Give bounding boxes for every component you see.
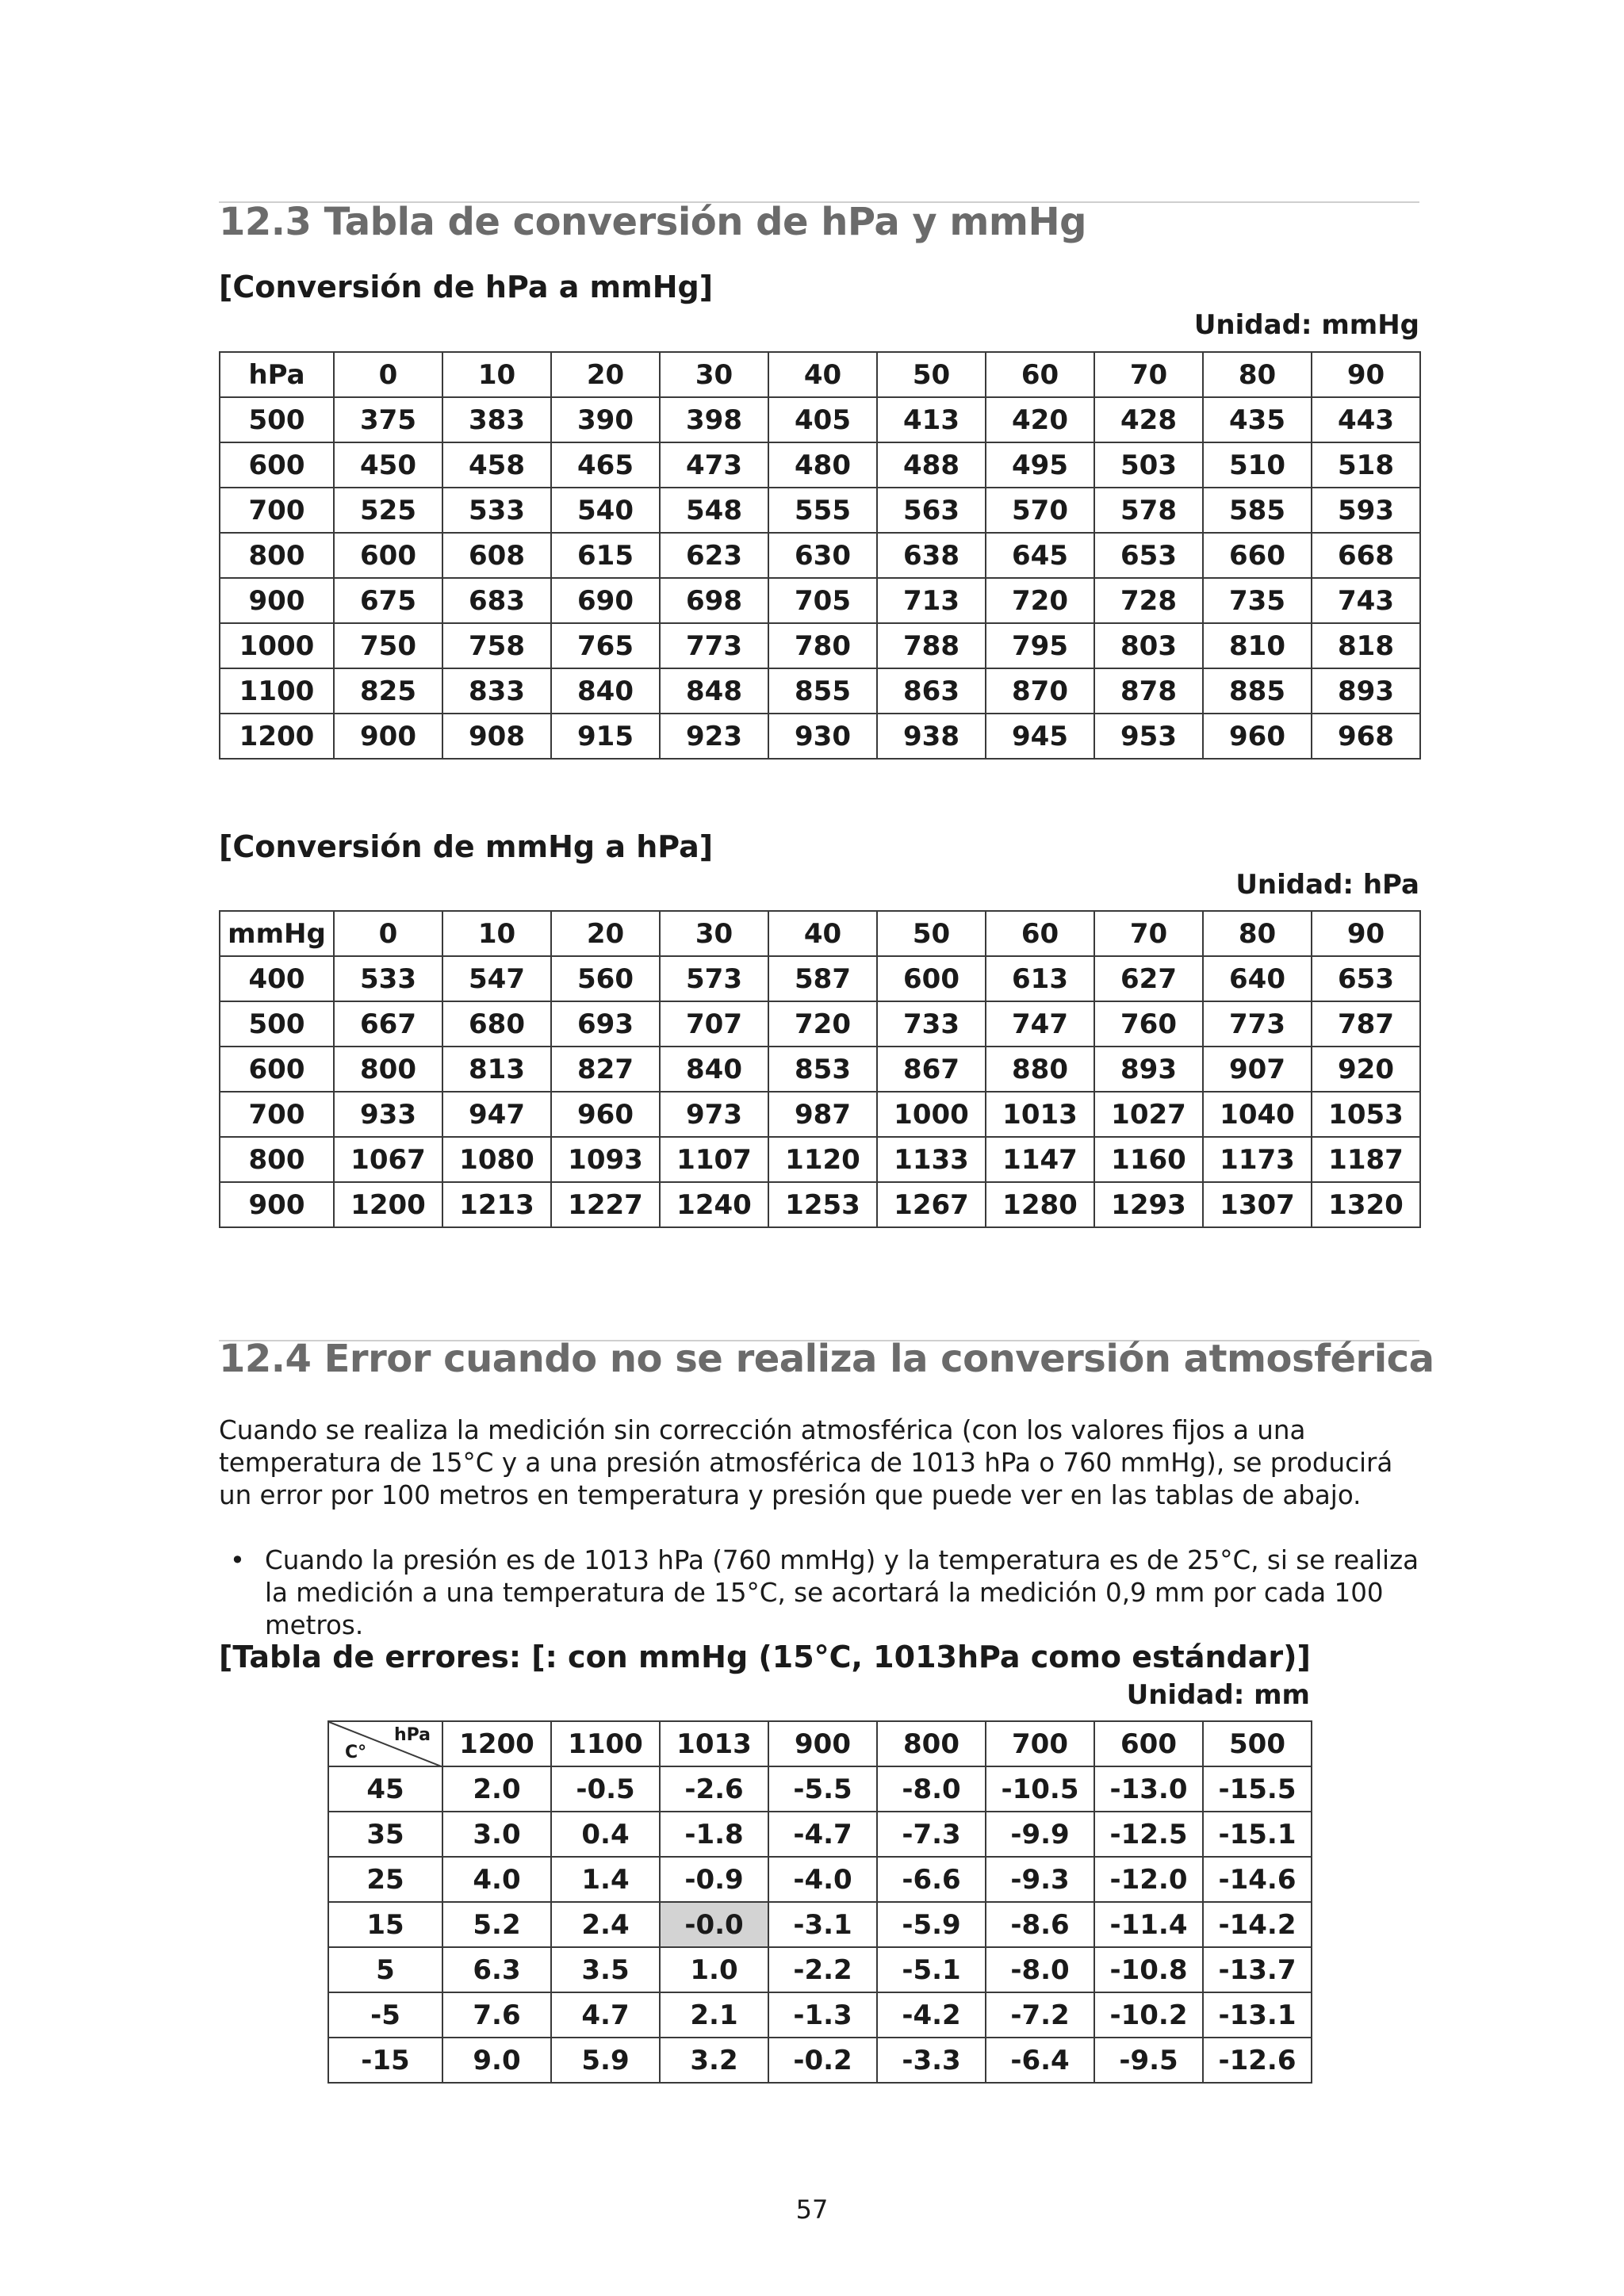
table-cell: -12.5 [1094, 1812, 1203, 1857]
table-cell: 947 [442, 1092, 551, 1137]
table-cell: -4.7 [768, 1812, 877, 1857]
table-cell: 938 [877, 714, 986, 759]
highlighted-standard-cell: -0.0 [660, 1902, 768, 1947]
table-row [328, 1947, 1312, 1992]
table-cell: 4.7 [551, 1992, 660, 2038]
table-cell: -4.0 [768, 1857, 877, 1902]
table-cell: 5.2 [442, 1902, 551, 1947]
corner-label-celsius: C° [345, 1743, 367, 1762]
table-cell: 638 [877, 533, 986, 578]
table-cell: -4.2 [877, 1992, 986, 2038]
table-cell: -0.5 [551, 1766, 660, 1812]
column-header-cell: 10 [442, 352, 551, 397]
table-row [328, 1857, 1312, 1902]
table-cell: 788 [877, 623, 986, 668]
table-cell: 435 [1203, 397, 1312, 442]
table-cell: 383 [442, 397, 551, 442]
table-cell: 473 [660, 442, 768, 488]
table-cell: 765 [551, 623, 660, 668]
table-cell: -2.2 [768, 1947, 877, 1992]
row-header-cell: 1200 [220, 714, 334, 759]
table-cell: -5.9 [877, 1902, 986, 1947]
table-cell: 398 [660, 397, 768, 442]
table-cell: 503 [1094, 442, 1203, 488]
table-cell: 758 [442, 623, 551, 668]
column-header-cell: 0 [334, 352, 442, 397]
table-cell: 405 [768, 397, 877, 442]
table-cell: 1200 [334, 1182, 442, 1227]
table-cell: 555 [768, 488, 877, 533]
table-cell: 653 [1094, 533, 1203, 578]
column-header-cell: 70 [1094, 911, 1203, 956]
table-cell: 0.4 [551, 1812, 660, 1857]
table-cell: 960 [1203, 714, 1312, 759]
corner-header-cell: mmHg [220, 911, 334, 956]
table-row [220, 442, 1420, 488]
table-cell: 803 [1094, 623, 1203, 668]
table-cell: 510 [1203, 442, 1312, 488]
table-cell: 6.3 [442, 1947, 551, 1992]
table-header-row [328, 1721, 1312, 1766]
table-cell: 4.0 [442, 1857, 551, 1902]
table-cell: 720 [768, 1001, 877, 1047]
row-header-cell: 15 [328, 1902, 442, 1947]
table-cell: -3.3 [877, 2038, 986, 2083]
table-cell: 827 [551, 1047, 660, 1092]
column-header-cell: 80 [1203, 911, 1312, 956]
subsection-title-error-table: [Tabla de errores: [: con mmHg (15°C, 1013hPa como estándar)] [219, 1640, 1311, 1674]
table-cell: -3.1 [768, 1902, 877, 1947]
table-cell: 390 [551, 397, 660, 442]
table-cell: 787 [1312, 1001, 1420, 1047]
unit-label-mm: Unidad: mm [1126, 1679, 1310, 1711]
table-cell: -9.9 [986, 1812, 1094, 1857]
table-cell: 495 [986, 442, 1094, 488]
table-cell: 855 [768, 668, 877, 714]
table-cell: 1107 [660, 1137, 768, 1182]
table-cell: 375 [334, 397, 442, 442]
table-cell: -11.4 [1094, 1902, 1203, 1947]
table-cell: 900 [334, 714, 442, 759]
column-header-cell: 90 [1312, 911, 1420, 956]
row-header-cell: 900 [220, 1182, 334, 1227]
table-cell: -9.3 [986, 1857, 1094, 1902]
table-cell: 825 [334, 668, 442, 714]
column-header-cell: 30 [660, 911, 768, 956]
table-cell: 1027 [1094, 1092, 1203, 1137]
table-cell: 840 [551, 668, 660, 714]
table-cell: -8.0 [877, 1766, 986, 1812]
table-cell: 2.0 [442, 1766, 551, 1812]
row-header-cell: 600 [220, 442, 334, 488]
table-cell: 547 [442, 956, 551, 1001]
column-header-cell: 50 [877, 352, 986, 397]
table-cell: 773 [660, 623, 768, 668]
table-cell: 863 [877, 668, 986, 714]
table-cell: 893 [1094, 1047, 1203, 1092]
table-row [220, 533, 1420, 578]
table-cell: 960 [551, 1092, 660, 1137]
table-cell: -0.9 [660, 1857, 768, 1902]
table-cell: 560 [551, 956, 660, 1001]
table-cell: -2.6 [660, 1766, 768, 1812]
table-cell: 613 [986, 956, 1094, 1001]
table-cell: 930 [768, 714, 877, 759]
table-cell: 690 [551, 578, 660, 623]
subsection-title-hpa-to-mmhg: [Conversión de hPa a mmHg] [219, 270, 714, 304]
table-cell: -12.6 [1203, 2038, 1312, 2083]
table-cell: 833 [442, 668, 551, 714]
table-cell: 933 [334, 1092, 442, 1137]
row-header-cell: 700 [220, 488, 334, 533]
table-cell: 2.4 [551, 1902, 660, 1947]
table-cell: 810 [1203, 623, 1312, 668]
table-cell: 1040 [1203, 1092, 1312, 1137]
table-cell: 973 [660, 1092, 768, 1137]
table-cell: -6.4 [986, 2038, 1094, 2083]
table-row [220, 956, 1420, 1001]
table-cell: 713 [877, 578, 986, 623]
table-cell: 1080 [442, 1137, 551, 1182]
row-header-cell: 400 [220, 956, 334, 1001]
row-header-cell: 25 [328, 1857, 442, 1902]
table-cell: 915 [551, 714, 660, 759]
table-cell: -8.0 [986, 1947, 1094, 1992]
table-cell: -14.2 [1203, 1902, 1312, 1947]
table-cell: -10.2 [1094, 1992, 1203, 2038]
table-cell: 3.2 [660, 2038, 768, 2083]
table-row [328, 1902, 1312, 1947]
table-cell: 945 [986, 714, 1094, 759]
table-cell: 593 [1312, 488, 1420, 533]
table-cell: 653 [1312, 956, 1420, 1001]
row-header-cell: 600 [220, 1047, 334, 1092]
table-row [220, 623, 1420, 668]
table-cell: 920 [1312, 1047, 1420, 1092]
table-cell: 987 [768, 1092, 877, 1137]
row-header-cell: 1100 [220, 668, 334, 714]
table-cell: -15.1 [1203, 1812, 1312, 1857]
table-cell: 660 [1203, 533, 1312, 578]
table-cell: 908 [442, 714, 551, 759]
table-cell: 1253 [768, 1182, 877, 1227]
section-title-12-4: 12.4 Error cuando no se realiza la conversión atmosférica [219, 1337, 1434, 1381]
column-header-cell: 40 [768, 352, 877, 397]
column-header-cell: 70 [1094, 352, 1203, 397]
table-cell: 1053 [1312, 1092, 1420, 1137]
table-cell: 7.6 [442, 1992, 551, 2038]
table-cell: 9.0 [442, 2038, 551, 2083]
table-cell: 735 [1203, 578, 1312, 623]
column-header-cell: 80 [1203, 352, 1312, 397]
table-cell: 780 [768, 623, 877, 668]
table-cell: -15.5 [1203, 1766, 1312, 1812]
table-cell: 1280 [986, 1182, 1094, 1227]
table-cell: 1120 [768, 1137, 877, 1182]
row-header-cell: 5 [328, 1947, 442, 1992]
table-cell: 750 [334, 623, 442, 668]
table-cell: 5.9 [551, 2038, 660, 2083]
table-cell: 3.5 [551, 1947, 660, 1992]
table-cell: -9.5 [1094, 2038, 1203, 2083]
table-cell: 428 [1094, 397, 1203, 442]
table-cell: 1187 [1312, 1137, 1420, 1182]
table-cell: 848 [660, 668, 768, 714]
row-header-cell: 700 [220, 1092, 334, 1137]
table-cell: 693 [551, 1001, 660, 1047]
table-cell: 518 [1312, 442, 1420, 488]
table-cell: 450 [334, 442, 442, 488]
table-row [220, 668, 1420, 714]
table-cell: -5.5 [768, 1766, 877, 1812]
unit-label-mmhg: Unidad: mmHg [1193, 309, 1419, 341]
table-cell: 668 [1312, 533, 1420, 578]
column-header-cell: 20 [551, 911, 660, 956]
row-header-cell: 35 [328, 1812, 442, 1857]
column-header-cell: 1100 [551, 1721, 660, 1766]
table-cell: 698 [660, 578, 768, 623]
table-cell: -1.3 [768, 1992, 877, 2038]
table-cell: -10.8 [1094, 1947, 1203, 1992]
error-table [327, 1720, 1312, 2084]
table-cell: 1133 [877, 1137, 986, 1182]
table-row [220, 1137, 1420, 1182]
table-cell: 480 [768, 442, 877, 488]
table-cell: 813 [442, 1047, 551, 1092]
table-cell: 800 [334, 1047, 442, 1092]
row-header-cell: 800 [220, 533, 334, 578]
table-cell: 1093 [551, 1137, 660, 1182]
table-cell: 683 [442, 578, 551, 623]
table-cell: 563 [877, 488, 986, 533]
table-cell: 743 [1312, 578, 1420, 623]
column-header-cell: 500 [1203, 1721, 1312, 1766]
table-cell: 630 [768, 533, 877, 578]
table-cell: 570 [986, 488, 1094, 533]
table-cell: 907 [1203, 1047, 1312, 1092]
table-cell: -7.2 [986, 1992, 1094, 2038]
column-header-cell: 900 [768, 1721, 877, 1766]
table-cell: 953 [1094, 714, 1203, 759]
column-header-cell: 50 [877, 911, 986, 956]
table-cell: 893 [1312, 668, 1420, 714]
page-number: 57 [795, 2195, 829, 2225]
column-header-cell: 10 [442, 911, 551, 956]
table-cell: 1160 [1094, 1137, 1203, 1182]
table-cell: 548 [660, 488, 768, 533]
table-cell: 968 [1312, 714, 1420, 759]
table-cell: -10.5 [986, 1766, 1094, 1812]
table-row [220, 578, 1420, 623]
corner-label-hpa: hPa [393, 1725, 431, 1745]
table-cell: 878 [1094, 668, 1203, 714]
row-header-cell: 45 [328, 1766, 442, 1812]
table-row [328, 2038, 1312, 2083]
table-cell: 747 [986, 1001, 1094, 1047]
table-cell: -13.1 [1203, 1992, 1312, 2038]
table-cell: 870 [986, 668, 1094, 714]
row-header-cell: 800 [220, 1137, 334, 1182]
table-row [328, 1766, 1312, 1812]
table-cell: 1213 [442, 1182, 551, 1227]
table-cell: 853 [768, 1047, 877, 1092]
intro-paragraph: Cuando se realiza la medición sin corrección atmosférica (con los valores fijos a una temperatura de 15°C y a una presión atmosférica de 1013 hPa o 760 mmHg), se producirá un error por 100 metros en temperatura y presión que puede ver en las tablas de abajo. [219, 1415, 1393, 1510]
subsection-title-mmhg-to-hpa: [Conversión de mmHg a hPa] [219, 829, 714, 864]
table-cell: 760 [1094, 1001, 1203, 1047]
table-cell: 1.0 [660, 1947, 768, 1992]
table-cell: 1293 [1094, 1182, 1203, 1227]
column-header-cell: 30 [660, 352, 768, 397]
table-cell: 587 [768, 956, 877, 1001]
row-header-cell: 500 [220, 397, 334, 442]
column-header-cell: 0 [334, 911, 442, 956]
column-header-cell: 90 [1312, 352, 1420, 397]
table-cell: 2.1 [660, 1992, 768, 2038]
section-title-12-3: 12.3 Tabla de conversión de hPa y mmHg [219, 200, 1086, 244]
unit-label-hpa: Unidad: hPa [1235, 869, 1419, 901]
column-header-cell: 1013 [660, 1721, 768, 1766]
diagonal-corner-cell [328, 1721, 442, 1766]
table-cell: 540 [551, 488, 660, 533]
table-cell: 645 [986, 533, 1094, 578]
table-cell: 623 [660, 533, 768, 578]
hpa-to-mmhg-table [219, 351, 1421, 760]
table-cell: -14.6 [1203, 1857, 1312, 1902]
corner-header-cell: hPa [220, 352, 334, 397]
table-cell: 1173 [1203, 1137, 1312, 1182]
table-cell: 1307 [1203, 1182, 1312, 1227]
column-header-cell: 1200 [442, 1721, 551, 1766]
table-cell: 728 [1094, 578, 1203, 623]
table-cell: 1013 [986, 1092, 1094, 1137]
table-cell: 1.4 [551, 1857, 660, 1902]
table-cell: 578 [1094, 488, 1203, 533]
table-cell: 443 [1312, 397, 1420, 442]
table-cell: -7.3 [877, 1812, 986, 1857]
table-header-row [220, 911, 1420, 956]
table-cell: 615 [551, 533, 660, 578]
table-row [220, 1092, 1420, 1137]
row-header-cell: 1000 [220, 623, 334, 668]
table-cell: 585 [1203, 488, 1312, 533]
table-cell: 420 [986, 397, 1094, 442]
column-header-cell: 700 [986, 1721, 1094, 1766]
table-cell: 720 [986, 578, 1094, 623]
table-cell: -0.2 [768, 2038, 877, 2083]
table-row [220, 714, 1420, 759]
column-header-cell: 40 [768, 911, 877, 956]
table-cell: 640 [1203, 956, 1312, 1001]
table-cell: 458 [442, 442, 551, 488]
table-cell: -12.0 [1094, 1857, 1203, 1902]
table-cell: 880 [986, 1047, 1094, 1092]
bullet-icon: • [230, 1545, 245, 1575]
table-row [328, 1812, 1312, 1857]
column-header-cell: 600 [1094, 1721, 1203, 1766]
table-cell: 705 [768, 578, 877, 623]
table-cell: 608 [442, 533, 551, 578]
table-cell: -8.6 [986, 1902, 1094, 1947]
row-header-cell: 900 [220, 578, 334, 623]
table-cell: 707 [660, 1001, 768, 1047]
table-cell: 533 [334, 956, 442, 1001]
table-cell: 818 [1312, 623, 1420, 668]
table-cell: 840 [660, 1047, 768, 1092]
table-cell: -6.6 [877, 1857, 986, 1902]
table-cell: 867 [877, 1047, 986, 1092]
table-cell: 488 [877, 442, 986, 488]
column-header-cell: 60 [986, 911, 1094, 956]
table-cell: 1320 [1312, 1182, 1420, 1227]
table-cell: 465 [551, 442, 660, 488]
column-header-cell: 20 [551, 352, 660, 397]
table-cell: -13.7 [1203, 1947, 1312, 1992]
column-header-cell: 60 [986, 352, 1094, 397]
table-cell: 733 [877, 1001, 986, 1047]
bullet-text: Cuando la presión es de 1013 hPa (760 mmHg) y la temperatura es de 25°C, si se realiza la medición a una temperatura de 15°C, se acortará la medición 0,9 mm por cada 100 metros. [265, 1545, 1419, 1640]
table-cell: 1000 [877, 1092, 986, 1137]
table-cell: 1067 [334, 1137, 442, 1182]
table-cell: 667 [334, 1001, 442, 1047]
table-cell: 1240 [660, 1182, 768, 1227]
table-cell: -1.8 [660, 1812, 768, 1857]
table-cell: 885 [1203, 668, 1312, 714]
table-cell: 3.0 [442, 1812, 551, 1857]
table-cell: -5.1 [877, 1947, 986, 1992]
table-cell: 1147 [986, 1137, 1094, 1182]
row-header-cell: -15 [328, 2038, 442, 2083]
table-row [220, 488, 1420, 533]
table-cell: 795 [986, 623, 1094, 668]
table-cell: 533 [442, 488, 551, 533]
table-row [220, 1047, 1420, 1092]
table-cell: 600 [877, 956, 986, 1001]
row-header-cell: 500 [220, 1001, 334, 1047]
table-cell: 773 [1203, 1001, 1312, 1047]
table-row [328, 1992, 1312, 2038]
row-header-cell: -5 [328, 1992, 442, 2038]
table-cell: 1267 [877, 1182, 986, 1227]
table-cell: 627 [1094, 956, 1203, 1001]
table-cell: 573 [660, 956, 768, 1001]
table-cell: 680 [442, 1001, 551, 1047]
table-cell: 675 [334, 578, 442, 623]
table-cell: 525 [334, 488, 442, 533]
table-cell: 1227 [551, 1182, 660, 1227]
table-row [220, 397, 1420, 442]
table-cell: 413 [877, 397, 986, 442]
table-cell: 600 [334, 533, 442, 578]
table-row [220, 1001, 1420, 1047]
table-header-row [220, 352, 1420, 397]
table-cell: -13.0 [1094, 1766, 1203, 1812]
column-header-cell: 800 [877, 1721, 986, 1766]
table-row [220, 1182, 1420, 1227]
table-cell: 923 [660, 714, 768, 759]
mmhg-to-hpa-table [219, 910, 1421, 1228]
